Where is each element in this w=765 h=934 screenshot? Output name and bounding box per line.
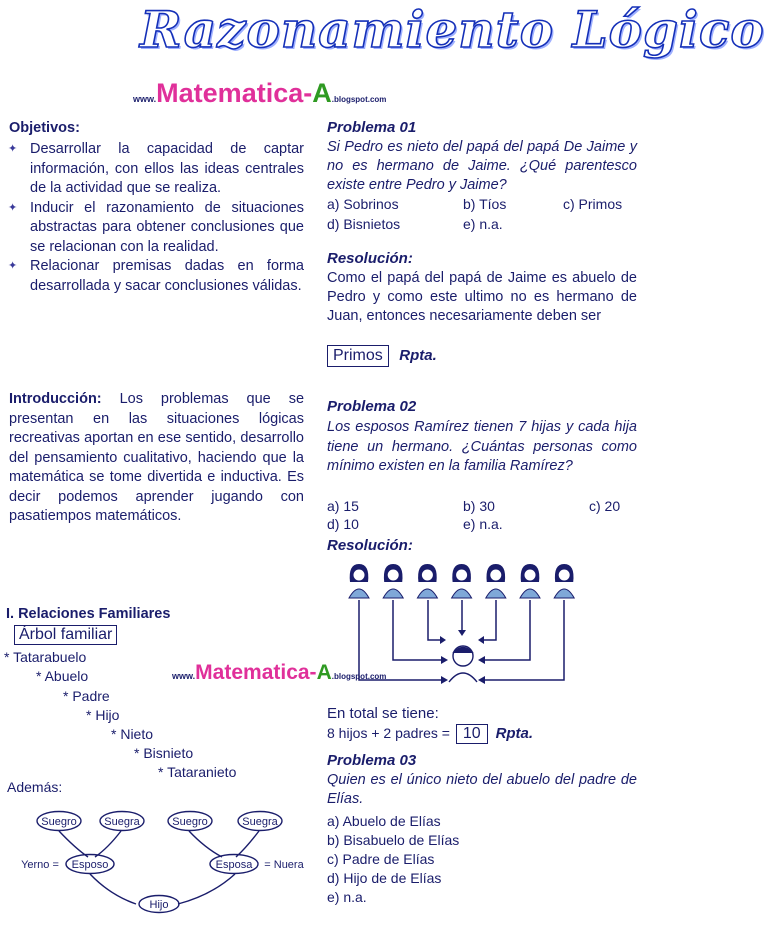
yerno-label: Yerno =	[21, 859, 59, 871]
option: a) 15	[327, 498, 359, 514]
suegro-label: Suegro	[172, 816, 208, 828]
objetivos-title: Objetivos:	[9, 120, 80, 136]
family-figure	[345, 560, 585, 690]
option: e) n.a.	[463, 216, 503, 232]
objetivos-list	[4, 140, 304, 296]
arbol-familiar: Árbol familiar	[14, 625, 117, 645]
problema-03-title: Problema 03	[327, 752, 417, 769]
rpta-label: Rpta.	[399, 347, 437, 364]
daughter-figure	[554, 564, 574, 598]
daughter-figure	[486, 564, 506, 598]
objetivo-item: ✦ Desarrollar la capacidad de captar información, con ellos las ideas centrales de la actividad que se realiza.	[4, 140, 304, 199]
daughter-figure	[349, 564, 369, 598]
brother-figure	[449, 646, 477, 682]
tree-item: * Padre	[63, 688, 110, 704]
line-esposa-hijo	[178, 874, 235, 904]
intro-paragraph	[9, 390, 304, 527]
brand-tail: .blogspot.com	[331, 95, 387, 104]
answer-box: Primos	[327, 345, 389, 367]
line-suegro-esposo	[59, 831, 88, 857]
option: b) 30	[463, 498, 495, 514]
brand-www: www.	[133, 94, 157, 104]
tree-item: * Nieto	[111, 726, 154, 742]
suegro-label: Suegro	[41, 816, 77, 828]
daughter-figure	[452, 564, 472, 598]
intro-text: Los problemas que se presentan en las situaciones lógicas recreativas aportan en ese sentido, desarrollo del pensamiento cualitativo, haciendo que la matemática se tome divertida e inductiva. Es decir podemos aprender jugando con pasatiempos matemáticos.	[9, 391, 305, 524]
brand-name: Matematica-	[156, 78, 313, 108]
rpta-label: Rpta.	[495, 725, 534, 742]
option: e) n.a.	[463, 516, 503, 532]
option: e) n.a.	[327, 889, 367, 905]
option: d) Bisnietos	[327, 216, 401, 232]
problema-03-text: Quien es el único nieto del abuelo del padre de Elías.	[327, 772, 637, 807]
arrows	[359, 600, 564, 680]
brand-letter: A	[312, 78, 332, 108]
blog-logo	[133, 78, 386, 109]
option: b) Tíos	[463, 196, 507, 212]
line-suegro-esposa	[189, 831, 222, 857]
daughter-figure	[417, 564, 437, 598]
brand-name: Matematica-	[195, 661, 317, 684]
line-esposo-hijo	[90, 874, 136, 904]
option: c) 20	[589, 498, 621, 514]
suegra-label: Suegra	[104, 816, 140, 828]
problema-01-title: Problema 01	[327, 119, 417, 136]
answer-box: 10	[456, 724, 488, 744]
p2-equation-row	[327, 724, 533, 744]
problema-02-text: Los esposos Ramírez tienen 7 hijas y cada hija tiene un hermano. ¿Cuántas personas como mínimo existen en la familia Ramírez?	[327, 419, 637, 474]
problema-01-answer-row	[327, 345, 437, 367]
problema-03-options	[327, 812, 459, 907]
tree-item: * Tataranieto	[158, 764, 237, 780]
page-title: Razonamiento Lógico	[140, 0, 765, 59]
brand-letter: A	[316, 661, 332, 684]
tree-item: * Abuelo	[36, 668, 89, 684]
tree-item: * Tatarabuelo	[4, 649, 87, 665]
p2-total-label: En total se tiene:	[327, 705, 439, 722]
objetivo-item: ✦ Relacionar premisas dadas en forma desarrollada y sacar conclusiones válidas.	[4, 257, 304, 296]
nuera-label: = Nuera	[264, 859, 304, 871]
resolucion-title: Resolución:	[327, 250, 413, 267]
option: a) Sobrinos	[327, 196, 399, 212]
brand-tail: .blogspot.com	[331, 672, 387, 681]
daughter-figure	[520, 564, 540, 598]
line-suegra-esposa	[236, 831, 259, 857]
family-diagram	[0, 800, 310, 910]
esposo-label: Esposo	[71, 859, 109, 871]
ademas-label: Además:	[7, 779, 63, 795]
resolucion-title-2: Resolución:	[327, 537, 413, 554]
problema-01-solution: Como el papá del papá de Jaime es abuelo de Pedro y como este ultimo no es hermano de Juan, entonces necesariamente deben ser	[327, 270, 637, 324]
option: c) Padre de Elías	[327, 851, 435, 867]
suegra-label: Suegra	[242, 816, 278, 828]
children-figures	[349, 564, 574, 598]
section-title: I. Relaciones Familiares	[6, 606, 171, 622]
objetivo-item: ✦ Inducir el razonamiento de situaciones abstractas para obtener conclusiones que se relacionan con la realidad.	[4, 199, 304, 258]
p2-equation: 8 hijos + 2 padres =	[327, 725, 450, 741]
tree-item: * Hijo	[86, 707, 120, 723]
brand-www: www.	[172, 671, 196, 681]
option: a) Abuelo de Elías	[327, 813, 441, 829]
line-suegra-esposo	[95, 831, 121, 857]
esposa-label: Esposa	[215, 859, 253, 871]
problema-02-title: Problema 02	[327, 398, 417, 415]
daughter-figure	[383, 564, 403, 598]
option: d) 10	[327, 516, 359, 532]
arbol-familiar-box	[14, 625, 117, 645]
option: c) Primos	[563, 196, 623, 212]
problema-01-text: Si Pedro es nieto del papá del papá De Jaime y no es hermano de Jaime. ¿Qué parentesco existe entre Pedro y Jaime?	[327, 139, 637, 193]
option: b) Bisabuelo de Elías	[327, 832, 460, 848]
hijo-label: Hijo	[149, 899, 169, 911]
intro-title: Introducción:	[9, 391, 102, 407]
tree-item: * Bisnieto	[134, 745, 194, 761]
option: d) Hijo de de Elías	[327, 870, 442, 886]
